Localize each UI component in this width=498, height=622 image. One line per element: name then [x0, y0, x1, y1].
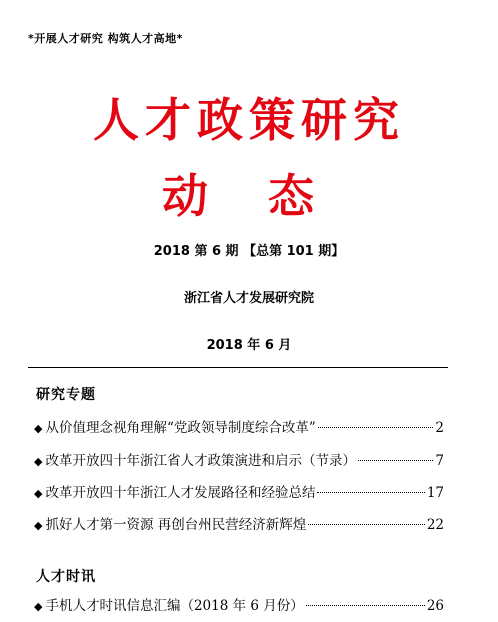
dot-leader: [306, 605, 425, 606]
toc-item-title: 改革开放四十年浙江省人才政策演进和启示（节录）: [45, 453, 356, 469]
toc-page-number: 2: [435, 420, 444, 436]
publication-subtitle: 动 态: [161, 169, 336, 223]
dot-leader: [317, 492, 424, 493]
dot-leader: [358, 460, 433, 461]
toc-item[interactable]: [34, 513, 444, 533]
organization-name: 浙江省人才发展研究院: [183, 291, 314, 306]
dot-leader: [308, 524, 425, 525]
toc-item[interactable]: [34, 416, 444, 436]
toc-item[interactable]: [34, 481, 444, 501]
section-title-research: 研究专题: [36, 387, 96, 403]
toc-page-number: 17: [426, 485, 444, 501]
diamond-bullet-icon: ◆: [34, 422, 43, 435]
diamond-bullet-icon: ◆: [34, 519, 43, 532]
diamond-bullet-icon: ◆: [34, 600, 43, 613]
issue-number: 2018 第 6 期 【总第 101 期】: [153, 244, 345, 259]
toc-page-number: 7: [435, 453, 444, 469]
header-slogan: *开展人才研究 构筑人才高地*: [28, 32, 183, 45]
dot-leader: [318, 427, 434, 428]
publication-title: 人才政策研究: [93, 93, 405, 147]
diamond-bullet-icon: ◆: [34, 455, 43, 468]
toc-page-number: 26: [426, 598, 444, 614]
publication-date: 2018 年 6 月: [206, 338, 292, 353]
section-title-news: 人才时讯: [36, 569, 96, 585]
toc-item-title: 抓好人才第一资源 再创台州民营经济新辉煌: [45, 517, 307, 533]
diamond-bullet-icon: ◆: [34, 487, 43, 500]
toc-item-title: 手机人才时讯信息汇编（2018 年 6 月份）: [45, 598, 304, 614]
toc-item-title: 改革开放四十年浙江人才发展路径和经验总结: [45, 485, 316, 501]
toc-item[interactable]: [34, 594, 444, 614]
toc-item[interactable]: [34, 449, 444, 469]
header-divider: [28, 367, 448, 368]
toc-item-title: 从价值理念视角理解“党政领导制度综合改革”: [45, 420, 316, 436]
toc-page-number: 22: [426, 517, 444, 533]
